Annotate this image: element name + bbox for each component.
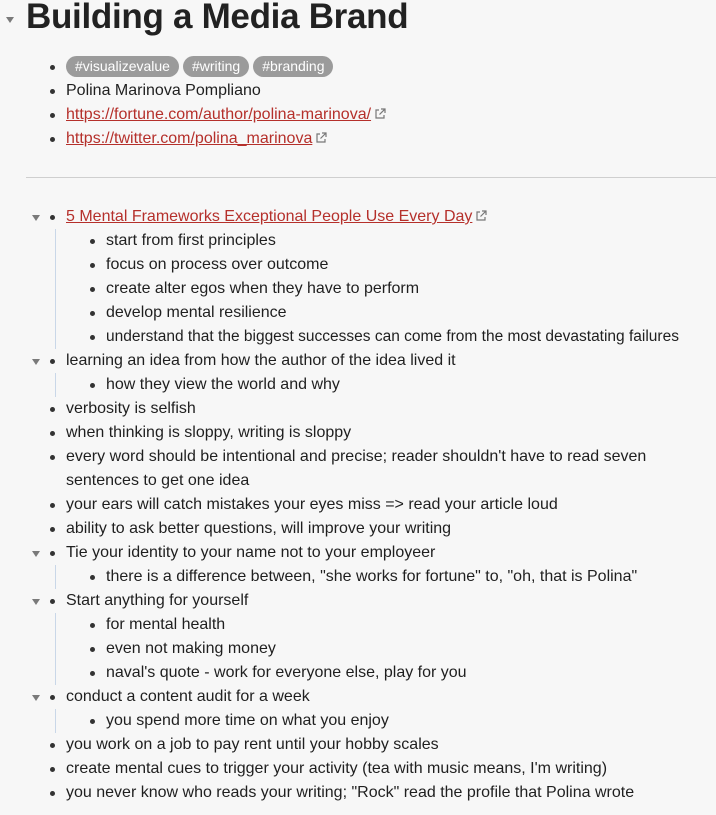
child-block bbox=[0, 565, 716, 589]
block-text[interactable]: learning an idea from how the author of the idea lived it bbox=[66, 352, 456, 369]
block-text[interactable]: develop mental resilience bbox=[106, 304, 287, 321]
bullet[interactable] bbox=[50, 407, 55, 412]
bullet[interactable] bbox=[90, 239, 95, 244]
bullet[interactable] bbox=[90, 287, 95, 292]
block bbox=[0, 685, 716, 709]
bullet[interactable] bbox=[50, 359, 55, 364]
bullet[interactable] bbox=[90, 335, 95, 340]
bullet[interactable] bbox=[50, 503, 55, 508]
block-text[interactable]: you never know who reads your writing; "Rock" read the profile that Polina wrote bbox=[66, 784, 635, 801]
collapse-toggle-icon[interactable] bbox=[32, 695, 40, 701]
bullet[interactable] bbox=[50, 599, 55, 604]
bullet bbox=[50, 113, 55, 118]
block bbox=[0, 205, 716, 229]
child-block bbox=[0, 637, 716, 661]
page-title-row bbox=[0, 0, 716, 40]
bullet[interactable] bbox=[50, 743, 55, 748]
bullet[interactable] bbox=[50, 695, 55, 700]
bullet[interactable] bbox=[90, 671, 95, 676]
block bbox=[0, 781, 716, 805]
bullet bbox=[50, 65, 55, 70]
block bbox=[0, 757, 716, 781]
child-block bbox=[0, 373, 716, 397]
block-text[interactable]: Start anything for yourself bbox=[66, 592, 249, 609]
bullet[interactable] bbox=[50, 551, 55, 556]
tag-visualizevalue[interactable]: #visualizevalue bbox=[66, 56, 179, 77]
bullet[interactable] bbox=[50, 767, 55, 772]
block-text[interactable]: every word should be intentional and precise; reader shouldn't have to read seven bbox=[66, 448, 647, 465]
child-block bbox=[0, 709, 716, 733]
block bbox=[0, 445, 716, 469]
block-text[interactable]: conduct a content audit for a week bbox=[66, 688, 310, 705]
block-text[interactable]: for mental health bbox=[106, 616, 226, 633]
child-block bbox=[0, 229, 716, 253]
block bbox=[0, 589, 716, 613]
block-text[interactable]: there is a difference between, "she works for fortune" to, "oh, that is Polina" bbox=[106, 568, 638, 585]
bullet bbox=[50, 137, 55, 142]
bullet[interactable] bbox=[90, 311, 95, 316]
fortune-link[interactable]: https://fortune.com/author/polina-marinova/ bbox=[66, 106, 372, 123]
collapse-toggle-icon[interactable] bbox=[32, 359, 40, 365]
block bbox=[0, 733, 716, 757]
block-text[interactable]: you work on a job to pay rent until your hobby scales bbox=[66, 736, 439, 753]
block-text[interactable]: your ears will catch mistakes your eyes miss => read your article loud bbox=[66, 496, 558, 513]
link-row bbox=[0, 127, 716, 151]
block-text[interactable]: even not making money bbox=[106, 640, 276, 657]
block-text[interactable]: create alter egos when they have to perform bbox=[106, 280, 420, 297]
tag-writing[interactable]: #writing bbox=[183, 56, 249, 77]
child-block bbox=[0, 301, 716, 325]
bullet[interactable] bbox=[50, 791, 55, 796]
block bbox=[0, 517, 716, 541]
bullet[interactable] bbox=[90, 623, 95, 628]
author-name: Polina Marinova Pompliano bbox=[66, 82, 261, 99]
collapse-toggle-icon[interactable] bbox=[32, 599, 40, 605]
external-link-icon[interactable] bbox=[374, 108, 386, 120]
block bbox=[0, 493, 716, 517]
bullet[interactable] bbox=[90, 647, 95, 652]
block bbox=[0, 397, 716, 421]
block-continuation bbox=[0, 469, 716, 493]
bullet[interactable] bbox=[90, 263, 95, 268]
collapse-toggle-icon[interactable] bbox=[32, 551, 40, 557]
block-text[interactable]: create mental cues to trigger your activity (tea with music means, I'm writing) bbox=[66, 760, 608, 777]
block-text[interactable]: Tie your identity to your name not to your employeer bbox=[66, 544, 436, 561]
child-block bbox=[0, 277, 716, 301]
bullet[interactable] bbox=[50, 215, 55, 220]
block-text[interactable]: naval's quote - work for everyone else, play for you bbox=[106, 664, 467, 681]
child-block bbox=[0, 253, 716, 277]
child-block bbox=[0, 661, 716, 685]
page-title: Building a Media Brand bbox=[26, 0, 409, 36]
external-link-icon[interactable] bbox=[475, 210, 487, 222]
tag-branding[interactable]: #branding bbox=[253, 56, 333, 77]
bullet[interactable] bbox=[90, 575, 95, 580]
child-block bbox=[0, 325, 716, 349]
block-text[interactable]: when thinking is sloppy, writing is sloppy bbox=[66, 424, 352, 441]
twitter-link[interactable]: https://twitter.com/polina_marinova bbox=[66, 130, 313, 147]
link-row bbox=[0, 103, 716, 127]
frameworks-link[interactable]: 5 Mental Frameworks Exceptional People Use Every Day bbox=[66, 208, 473, 225]
block-text[interactable]: you spend more time on what you enjoy bbox=[106, 712, 389, 729]
block bbox=[0, 349, 716, 373]
bullet[interactable] bbox=[90, 383, 95, 388]
block-text[interactable]: start from first principles bbox=[106, 232, 276, 249]
properties-divider bbox=[26, 177, 716, 178]
block bbox=[0, 421, 716, 445]
bullet[interactable] bbox=[50, 431, 55, 436]
author-row bbox=[0, 79, 716, 103]
block-text[interactable]: verbosity is selfish bbox=[66, 400, 196, 417]
block-text[interactable]: focus on process over outcome bbox=[106, 256, 329, 273]
block-text[interactable]: understand that the biggest successes can come from the most devastating failures bbox=[106, 328, 679, 345]
bullet[interactable] bbox=[50, 527, 55, 532]
collapse-toggle-icon[interactable] bbox=[32, 215, 40, 221]
block-text[interactable]: sentences to get one idea bbox=[66, 472, 250, 489]
tags-row bbox=[0, 55, 716, 79]
page-collapse-icon[interactable] bbox=[6, 17, 14, 23]
block-text[interactable]: ability to ask better questions, will improve your writing bbox=[66, 520, 452, 537]
bullet[interactable] bbox=[90, 719, 95, 724]
block bbox=[0, 541, 716, 565]
bullet bbox=[50, 89, 55, 94]
bullet[interactable] bbox=[50, 455, 55, 460]
child-block bbox=[0, 613, 716, 637]
block-text[interactable]: how they view the world and why bbox=[106, 376, 340, 393]
external-link-icon[interactable] bbox=[315, 132, 327, 144]
